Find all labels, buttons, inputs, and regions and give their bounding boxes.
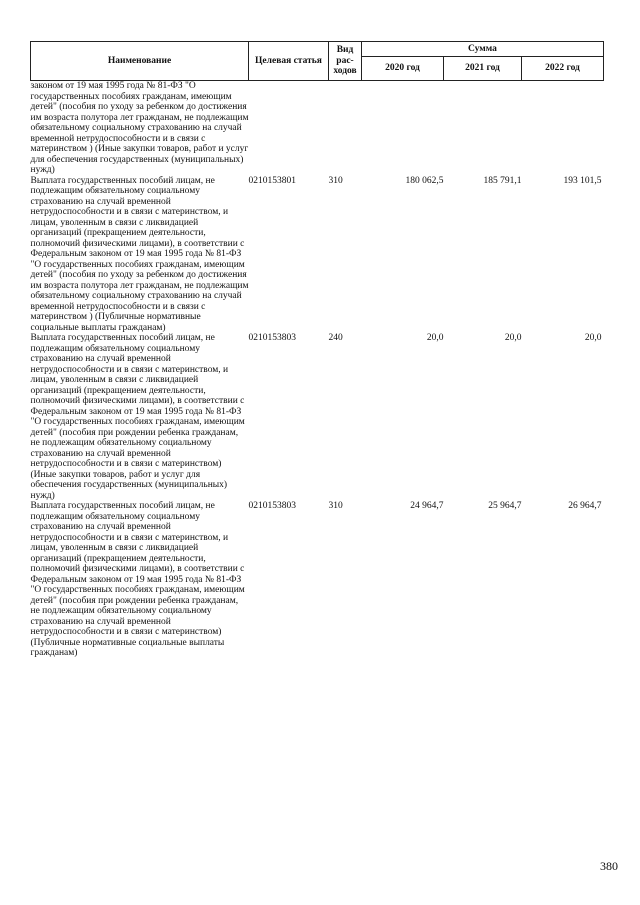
row-sum-2021	[444, 81, 522, 176]
header-name: Наименование	[31, 42, 249, 81]
header-year-2021: 2021 год	[444, 57, 522, 81]
row-sum-2021: 20,0	[504, 333, 522, 343]
header-year-2022: 2022 год	[522, 57, 604, 81]
row-code	[249, 81, 329, 176]
row-code: 0210153801	[248, 175, 296, 186]
row-code: 0210153803	[248, 501, 296, 511]
row-type: 310	[328, 501, 343, 511]
row-name: Выплата государственных пособий лицам, не подлежащим обязательному социальному страхованию на случай временной нетрудоспособности и в связи с материнством, и лицам, уволенным в связи с ликвидацией организаций (прекращением деятельности, полномочий физическими лицами), в соответствии с Федеральным законом от 19 мая 1995 года № 81-ФЗ "О государственных пособиях гражданам, имеющим детей" (пособия по уходу за ребенком до достижения им возраста полутора лет гражданам, не подлежащим обязательному социальному страхованию на случай временной нетрудоспособности и в связи с материнством ) (Публичные нормативные социальные выплаты гражданам)	[30, 175, 249, 333]
header-type: Вид рас-ходов	[329, 42, 362, 81]
table-header	[31, 42, 604, 81]
row-name: Выплата государственных пособий лицам, не подлежащим обязательному социальному страхованию на случай временной нетрудоспособности и в связи с материнством, и лицам, уволенным в связи с ликвидацией организаций (прекращением деятельности, полномочий физическими лицами), в соответствии с Федеральным законом от 19 мая 1995 года № 81-ФЗ "О государственных пособиях гражданам, имеющим детей" (пособия при рождении ребенка гражданам, не подлежащим обязательному социальному страхованию на случай временной нетрудоспособности и в связи с материнством) (Иные закупки товаров, работ и услуг для обеспечения государственных (муниципальных) нужд)	[30, 333, 245, 501]
table-row	[31, 81, 604, 176]
row-sum-2020: 24 964,7	[410, 501, 444, 511]
header-target: Целевая статья	[249, 42, 329, 81]
header-year-2020: 2020 год	[362, 57, 444, 81]
table-row	[31, 501, 604, 659]
row-sum-2021: 25 964,7	[488, 501, 522, 511]
page-number: 380	[600, 859, 618, 873]
row-sum-2022: 26 964,7	[568, 501, 602, 511]
table-body	[31, 81, 604, 659]
row-sum-2021: 185 791,1	[483, 175, 522, 186]
table-row	[31, 333, 604, 501]
row-name: законом от 19 мая 1995 года № 81-ФЗ "О государственных пособиях гражданам, имеющим детей" (пособия по уходу за ребенком до достижения им возраста полутора лет гражданам, не подлежащим обязательному социальному страхованию на случай временной нетрудоспособности и в связи с материнством ) (Иные закупки товаров, работ и услуг для обеспечения государственных (муниципальных) нужд)	[30, 81, 249, 175]
row-type	[329, 81, 362, 176]
row-code: 0210153803	[248, 333, 296, 343]
row-sum-2020: 20,0	[426, 333, 444, 343]
row-sum-2020	[362, 81, 444, 176]
row-type: 240	[328, 333, 343, 343]
row-name: Выплата государственных пособий лицам, не подлежащим обязательному социальному страхованию на случай временной нетрудоспособности и в связи с материнством, и лицам, уволенным в связи с ликвидацией организаций (прекращением деятельности, полномочий физическими лицами), в соответствии с Федеральным законом от 19 мая 1995 года № 81-ФЗ "О государственных пособиях гражданам, имеющим детей" (пособия при рождении ребенка гражданам, не подлежащим обязательному социальному страхованию на случай временной нетрудоспособности и в связи с материнством) (Публичные нормативные социальные выплаты гражданам)	[30, 501, 245, 658]
row-sum-2022: 193 101,5	[563, 175, 602, 186]
row-sum-2022	[522, 81, 604, 176]
header-sum: Сумма	[362, 42, 604, 57]
table-row	[31, 176, 604, 334]
row-type: 310	[328, 175, 343, 186]
row-sum-2020: 180 062,5	[405, 175, 444, 186]
budget-table	[30, 41, 604, 659]
row-sum-2022: 20,0	[584, 333, 602, 343]
